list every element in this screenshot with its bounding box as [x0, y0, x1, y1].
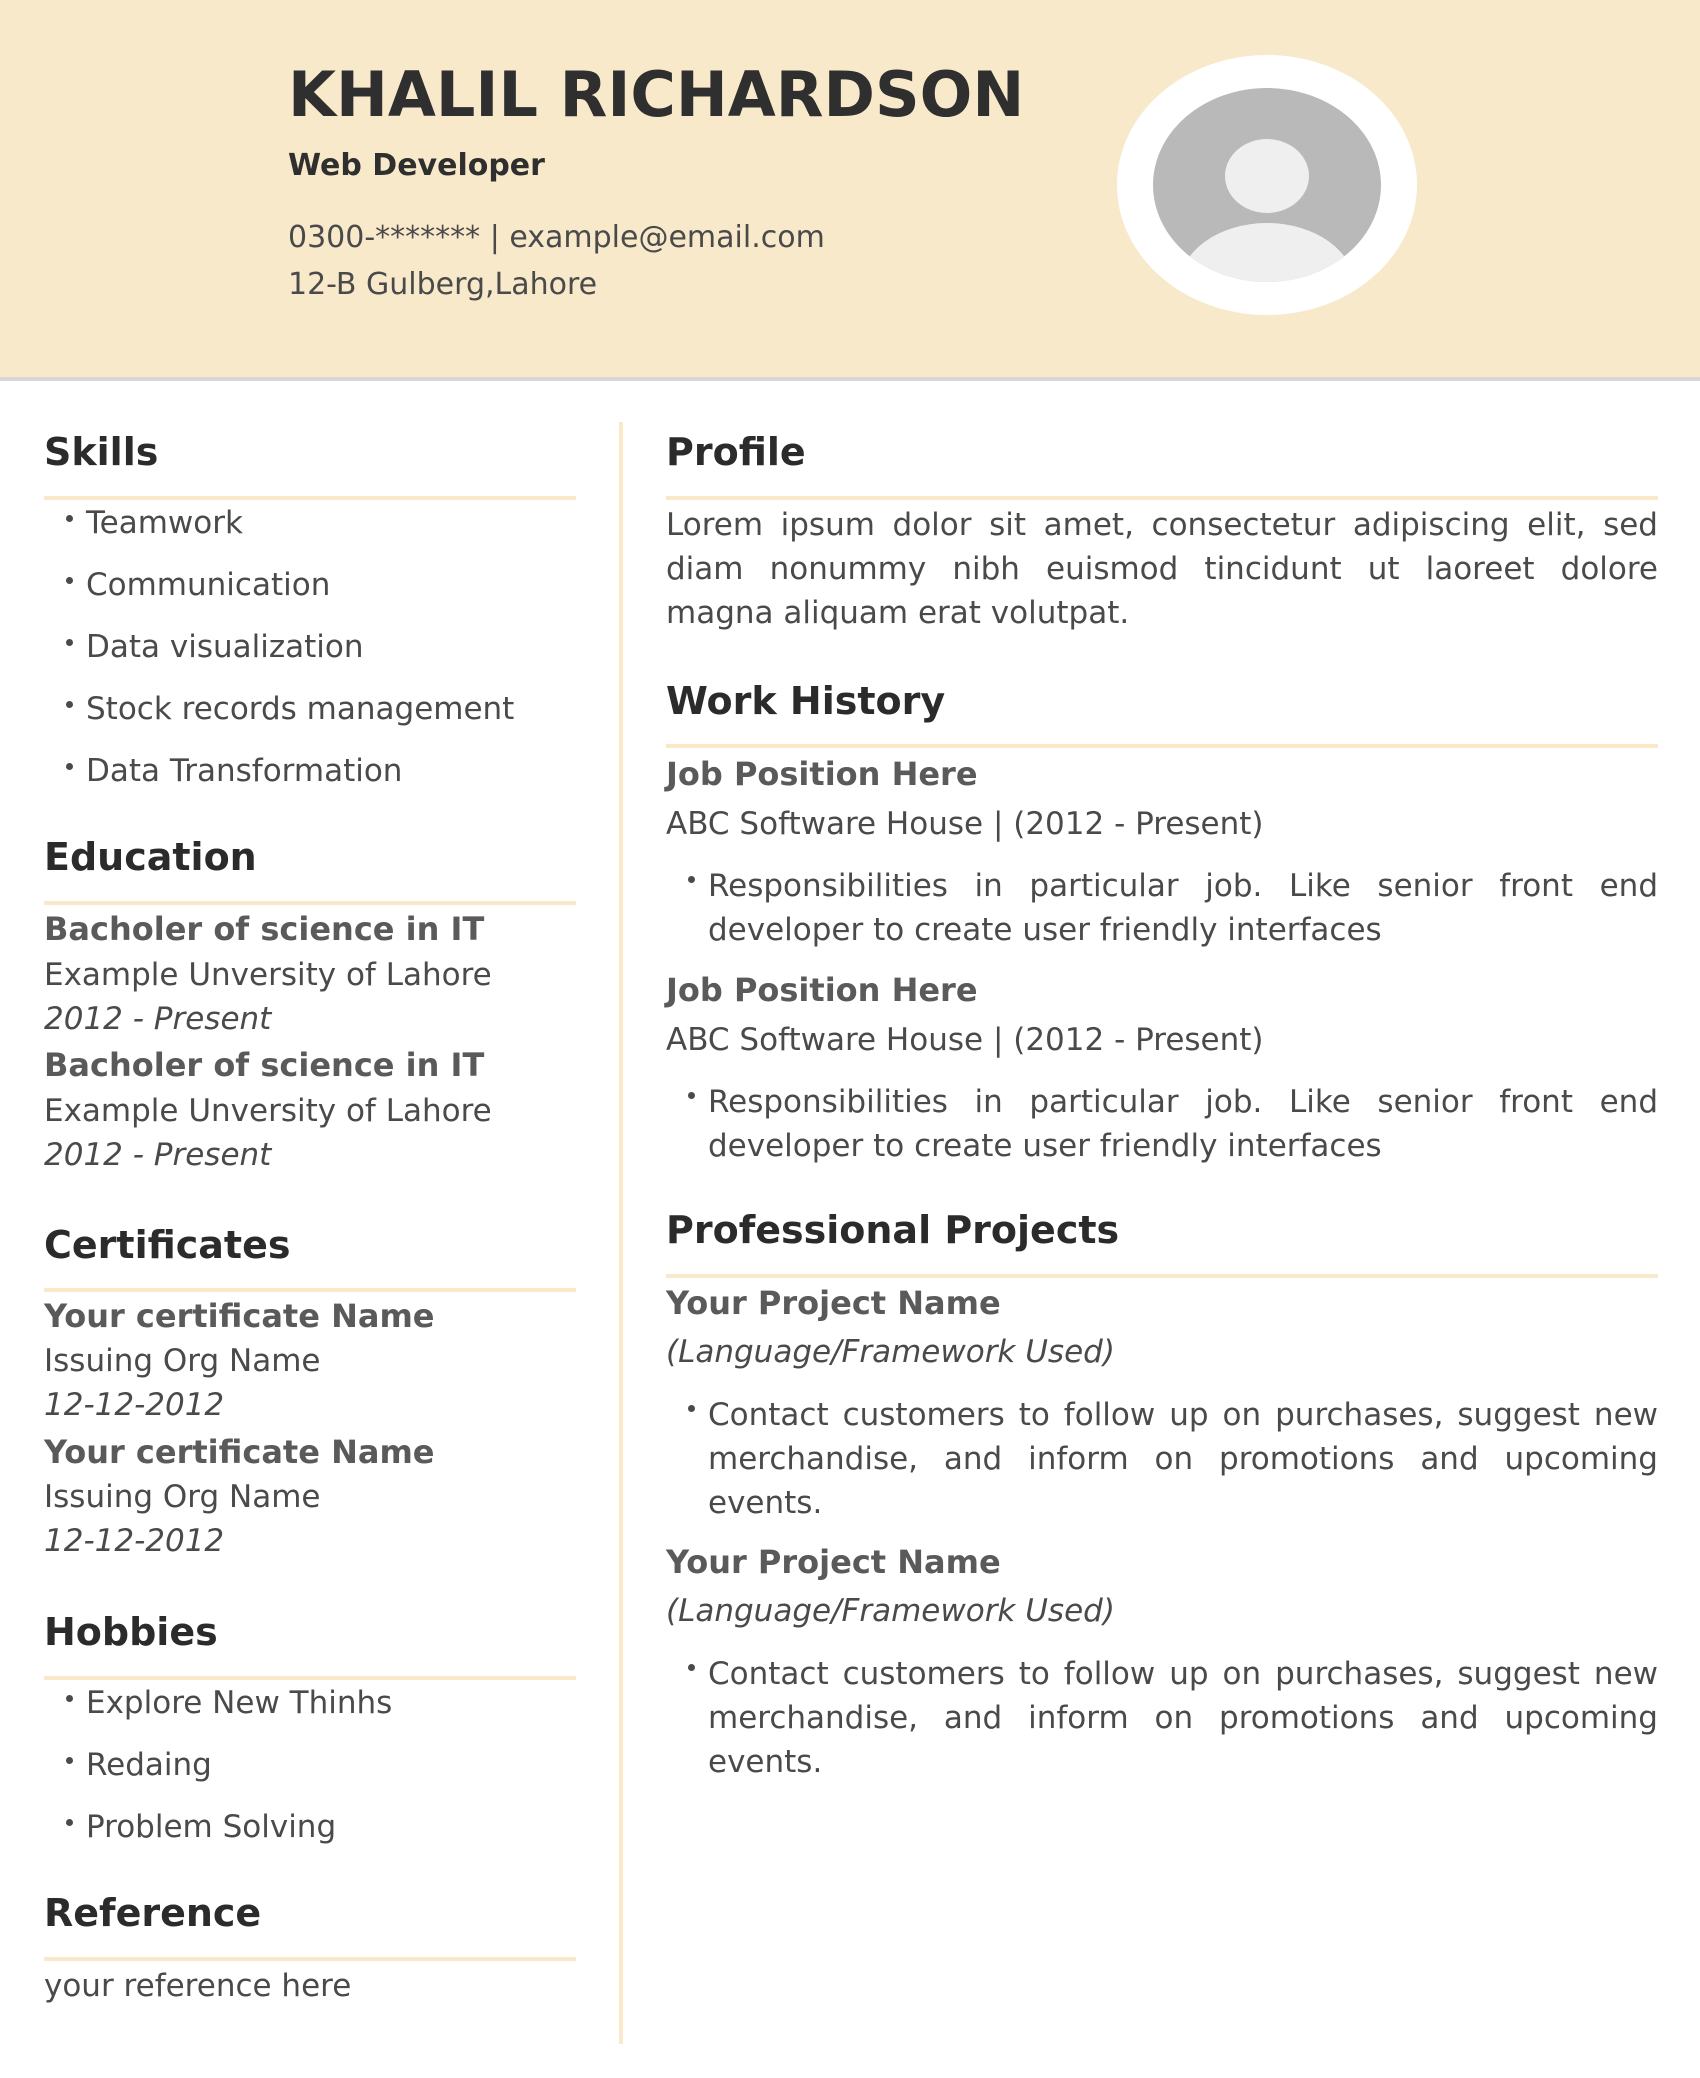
project-name: Your Project Name [666, 1284, 1001, 1322]
projects-rule [666, 1274, 1658, 1278]
project-description: Contact customers to follow up on purchases, suggest new merchandise, and inform on promotions and upcoming events. [708, 1397, 1658, 1521]
certificate-date: 12-12-2012 [44, 1387, 225, 1423]
job-position: Job Position Here [666, 971, 978, 1009]
bullet-dot [66, 701, 73, 708]
skill-item: Data visualization [86, 629, 364, 665]
bullet-dot [66, 639, 73, 646]
certificate-org: Issuing Org Name [44, 1343, 321, 1379]
job-responsibility: Responsibilities in particular job. Like senior front end developer to create user friendly interfaces [708, 1084, 1658, 1164]
degree-name: Bacholer of science in IT [44, 1046, 485, 1084]
certificate-name: Your certificate Name [44, 1433, 435, 1471]
skill-item: Data Transformation [86, 753, 403, 789]
hobbies-heading: Hobbies [44, 1610, 218, 1654]
bullet-dot [688, 1092, 695, 1099]
bullet-dot [688, 1664, 695, 1671]
work-history-rule [666, 744, 1658, 748]
skills-rule [44, 496, 576, 500]
hobbies-rule [44, 1676, 576, 1680]
certificates-rule [44, 1288, 576, 1292]
certificate-date: 12-12-2012 [44, 1523, 225, 1559]
bullet-dot [688, 876, 695, 883]
column-divider [619, 422, 623, 2044]
bullet-dot [66, 577, 73, 584]
bullet-dot [66, 515, 73, 522]
avatar-placeholder-icon [1117, 55, 1417, 315]
contact-line: 0300-******* | example@email.com [288, 220, 825, 255]
candidate-role: Web Developer [288, 148, 545, 183]
reference-rule [44, 1957, 576, 1961]
bullet-dot [66, 763, 73, 770]
education-dates: 2012 - Present [44, 1137, 272, 1173]
project-tech: (Language/Framework Used) [666, 1334, 1115, 1370]
profile-text: Lorem ipsum dolor sit amet, consectetur adipiscing elit, sed diam nonummy nibh euismod tincidunt ut laoreet dolore magna aliquam erat volutpat. [666, 507, 1658, 631]
reference-heading: Reference [44, 1891, 262, 1935]
reference-text: your reference here [44, 1968, 352, 2004]
certificate-org: Issuing Org Name [44, 1479, 321, 1515]
skill-item: Stock records management [86, 691, 515, 727]
project-name: Your Project Name [666, 1543, 1001, 1581]
bullet-dot [66, 1757, 73, 1764]
projects-heading: Professional Projects [666, 1208, 1120, 1252]
school-name: Example Unversity of Lahore [44, 957, 492, 993]
address-line: 12-B Gulberg,Lahore [288, 267, 598, 302]
skills-heading: Skills [44, 430, 159, 474]
skill-item: Communication [86, 567, 331, 603]
education-rule [44, 901, 576, 905]
job-company: ABC Software House | (2012 - Present) [666, 806, 1264, 842]
candidate-name: KHALIL RICHARDSON [288, 58, 1025, 131]
profile-heading: Profile [666, 430, 806, 474]
certificates-heading: Certificates [44, 1223, 291, 1267]
job-position: Job Position Here [666, 755, 978, 793]
profile-rule [666, 496, 1658, 500]
education-dates: 2012 - Present [44, 1001, 272, 1037]
bullet-dot [66, 1819, 73, 1826]
certificate-name: Your certificate Name [44, 1297, 435, 1335]
hobby-item: Redaing [86, 1747, 212, 1783]
resume-header [0, 0, 1700, 381]
hobby-item: Problem Solving [86, 1809, 337, 1845]
work-history-heading: Work History [666, 679, 946, 723]
school-name: Example Unversity of Lahore [44, 1093, 492, 1129]
skill-item: Teamwork [86, 505, 243, 541]
job-responsibility: Responsibilities in particular job. Like senior front end developer to create user friendly interfaces [708, 868, 1658, 948]
degree-name: Bacholer of science in IT [44, 910, 485, 948]
project-tech: (Language/Framework Used) [666, 1593, 1115, 1629]
avatar [1117, 55, 1417, 315]
education-heading: Education [44, 835, 257, 879]
bullet-dot [66, 1695, 73, 1702]
bullet-dot [688, 1405, 695, 1412]
hobby-item: Explore New Thinhs [86, 1685, 393, 1721]
project-description: Contact customers to follow up on purchases, suggest new merchandise, and inform on promotions and upcoming events. [708, 1656, 1658, 1780]
job-company: ABC Software House | (2012 - Present) [666, 1022, 1264, 1058]
